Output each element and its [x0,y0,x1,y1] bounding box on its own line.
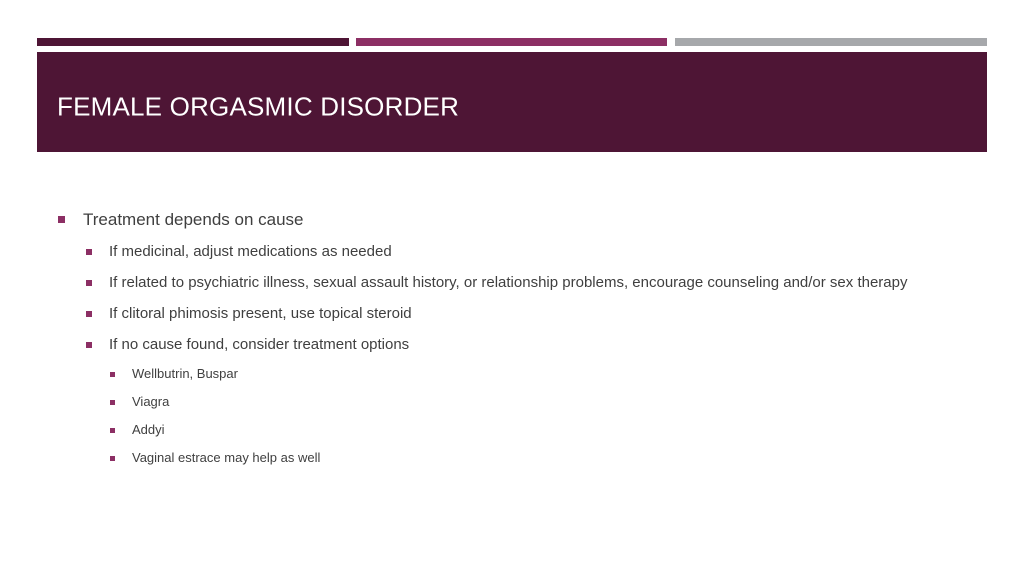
bullet-level2: If clitoral phimosis present, use topical steroid [109,305,412,322]
bullet-level1: Treatment depends on cause [83,210,304,229]
bullet-level3: Viagra [132,394,170,409]
bullet-square-icon [86,311,92,317]
bullet-level2: If medicinal, adjust medications as needed [109,243,392,260]
bullet-level2: If related to psychiatric illness, sexual assault history, or relationship problems, encourage counseling and/or sex therapy [109,274,908,291]
bullet-level3: Vaginal estrace may help as well [132,450,321,465]
slide-title: FEMALE ORGASMIC DISORDER [57,91,460,122]
bullet-level3: Addyi [132,422,165,437]
bullet-square-icon [110,428,115,433]
bullet-square-icon [86,342,92,348]
bullet-square-icon [86,249,92,255]
bullet-square-icon [86,280,92,286]
bullet-level3: Wellbutrin, Buspar [132,366,238,381]
bullet-square-icon [110,400,115,405]
bullet-level2: If no cause found, consider treatment options [109,336,410,353]
bullet-square-icon [58,216,65,223]
bullet-square-icon [110,372,115,377]
bullet-square-icon [110,456,115,461]
